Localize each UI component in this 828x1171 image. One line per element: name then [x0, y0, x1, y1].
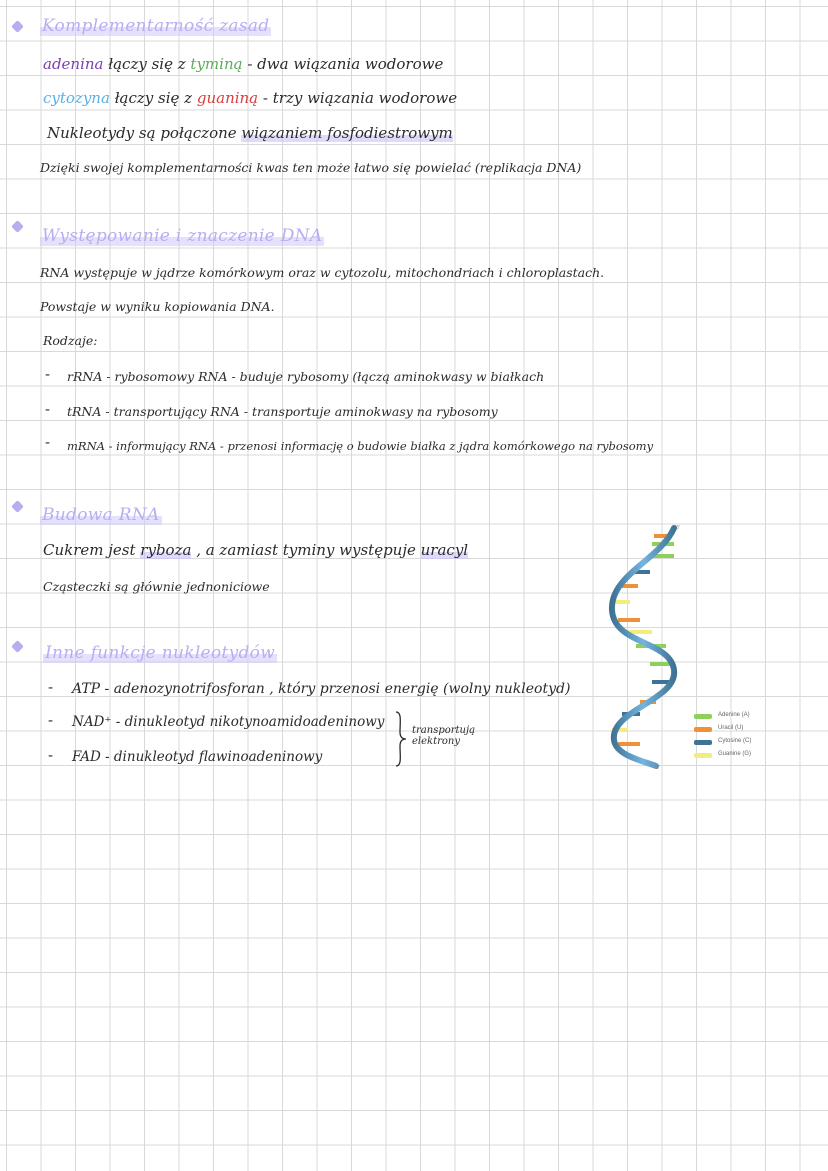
line3-text: Nukleotydy są połączone [47, 124, 242, 142]
rna-type-item: rRNA - rybosomowy RNA - buduje rybosomy (łączą aminokwasy w białkach [67, 369, 545, 384]
line1-tail: - dwa wiązania wodorowe [242, 55, 444, 73]
cytosine-swatch-icon [694, 740, 712, 745]
curly-brace-icon [392, 710, 408, 768]
list-dash: - [48, 711, 54, 729]
section1-heading: Komplementarność zasad [42, 16, 270, 36]
strand-end-5prime: 5' [656, 765, 660, 770]
line2-text: łączy się z [109, 89, 197, 107]
nucleotide-function-item: FAD - dinukleotyd flawinoadeninowy [72, 749, 323, 765]
guanine-swatch-icon [694, 753, 712, 758]
legend-label: Cytosine (C) [718, 738, 752, 744]
rna-type-item: tRNA - transportujący RNA - transportuje aminokwasy na rybosomy [67, 404, 498, 419]
thymine-word: tyminą [190, 55, 243, 73]
section3-line2: Cząsteczki są głównie jednoniciowe [43, 579, 270, 594]
phosphodiester-highlight: wiązaniem fosfodiestrowym [241, 124, 453, 142]
brace-note-line1: transportują [412, 725, 476, 736]
section1-line4: Dzięki swojej komplementarności kwas ten może łatwo się powielać (replikacja DNA) [40, 160, 582, 175]
uracil-swatch-icon [694, 727, 712, 732]
list-dash: - [45, 433, 51, 451]
section3-bullet-icon [11, 500, 24, 513]
legend-label: Guanine (G) [718, 751, 752, 757]
section4-bullet-icon [11, 640, 24, 653]
uracil-highlight: uracyl [420, 541, 469, 559]
ribose-highlight: ryboza [140, 541, 192, 559]
legend-label: Adenine (A) [718, 712, 750, 718]
section2-line3: Rodzaje: [43, 333, 98, 348]
legend-label: Uracil (U) [718, 725, 744, 731]
list-dash: - [48, 746, 54, 764]
nucleotide-function-item: NAD⁺ - dinukleotyd nikotynoamidoadeninowy [72, 714, 385, 730]
section2-line2: Powstaje w wyniku kopiowania DNA. [40, 299, 275, 314]
section1-bullet-icon [11, 20, 24, 33]
adenine-swatch-icon [694, 714, 712, 719]
section3-heading: Budowa RNA [42, 505, 160, 525]
brace-note [412, 725, 475, 747]
list-dash: - [45, 365, 51, 383]
section2-line1: RNA występuje w jądrze komórkowym oraz w cytozolu, mitochondriach i chloroplastach. [40, 265, 605, 280]
strand-end-3prime: 3' [676, 525, 680, 531]
section3-line1 [43, 541, 468, 559]
nucleotide-function-item: ATP - adenozynotrifosforan , który przenosi energię (wolny nukleotyd) [72, 681, 571, 697]
line2-tail: - trzy wiązania wodorowe [258, 89, 458, 107]
section1-line1 [43, 55, 443, 73]
list-dash: - [45, 400, 51, 418]
cytosine-word: cytozyna [43, 89, 110, 107]
section1-line3 [47, 124, 453, 142]
rna-type-item: mRNA - informujący RNA - przenosi informację o budowie białka z jądra komórkowego na rybosomy [67, 439, 654, 453]
list-dash: - [48, 678, 54, 696]
brace-note-line2: elektrony [412, 736, 461, 747]
section2-heading: Występowanie i znaczenie DNA [42, 226, 323, 246]
rna-strand-diagram [600, 520, 690, 770]
section1-line2 [43, 89, 457, 107]
adenine-word: adenina [43, 55, 104, 73]
section2-bullet-icon [11, 220, 24, 233]
section4-heading: Inne funkcje nukleotydów [45, 643, 276, 663]
line1-text: łączy się z [103, 55, 191, 73]
instead-text: , a zamiast tyminy występuje [191, 541, 421, 559]
sugar-text: Cukrem jest [43, 541, 141, 559]
guanine-word: guaniną [196, 89, 259, 107]
